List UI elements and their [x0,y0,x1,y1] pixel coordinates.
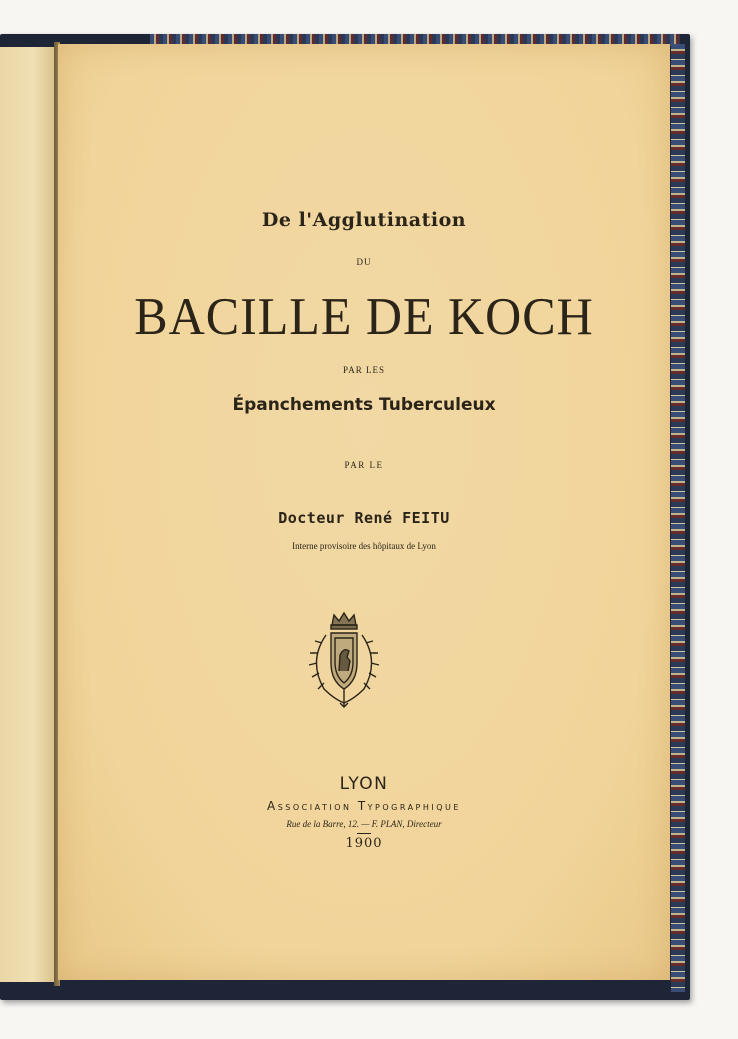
title-page [58,44,670,980]
imprint-city: LYON [339,774,389,794]
byline-connector: PAR LE [344,460,384,470]
imprint-year: 1900 [345,836,383,851]
coat-of-arms-icon [304,611,384,709]
author-role: Interne provisoire des hôpitaux de Lyon [292,541,436,551]
title-connector-du: DU [356,257,372,267]
title-prefix: De l'Agglutination [261,209,467,231]
main-title: BACILLE DE KOCH [134,286,594,346]
imprint-address: Rue de la Barre, 12. — F. PLAN, Directeur [286,819,442,829]
author-name: Docteur René FEITU [278,509,450,527]
marbled-edge-right [671,44,685,992]
title-connector-par-les: PAR LES [343,365,385,375]
imprint-divider [357,833,371,834]
imprint-publisher: Association Typographique [267,799,461,813]
left-page-edge [0,47,56,982]
subtitle: Épanchements Tuberculeux [232,395,496,415]
